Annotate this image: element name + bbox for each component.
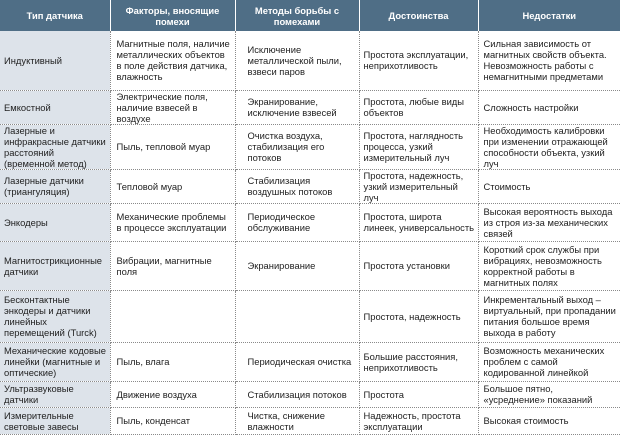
disadvantages-cell: Возможность механических проблем с самой кодированной линейкой [478, 342, 620, 381]
table-row [0, 169, 620, 203]
sensor-type-cell: Бесконтактные энкодеры и датчики линейных перемещений (Turck) [0, 290, 110, 342]
table-row [0, 290, 620, 342]
sensor-type-cell: Лазерные и инфракрасные датчики расстояний (временной метод) [0, 124, 110, 169]
factors-cell: Движение воздуха [110, 381, 235, 407]
disadvantages-cell: Необходимость калибровки при изменении отражающей способности объекта, узкий луч [478, 124, 620, 169]
methods-cell: Стабилизация потоков [235, 381, 359, 407]
advantages-cell: Простота, надежность, узкий измерительный луч [359, 169, 478, 203]
methods-cell [235, 290, 359, 342]
advantages-cell: Простота [359, 381, 478, 407]
disadvantages-cell: Высокая стоимость [478, 407, 620, 434]
header-disadvantages: Недостатки [478, 0, 620, 31]
table-row [0, 31, 620, 90]
methods-cell: Периодическое обслуживание [235, 203, 359, 241]
sensor-type-cell: Магнитострикционные датчики [0, 241, 110, 290]
factors-cell [110, 290, 235, 342]
table-row [0, 124, 620, 169]
methods-cell: Периодическая очистка [235, 342, 359, 381]
table-row [0, 203, 620, 241]
factors-cell: Магнитные поля, наличие металлических объектов в поле действия датчика, влажность [110, 31, 235, 90]
advantages-cell: Простота эксплуатации, неприхотливость [359, 31, 478, 90]
methods-cell: Экранирование [235, 241, 359, 290]
factors-cell: Вибрации, магнитные поля [110, 241, 235, 290]
header-interference-factors: Факторы, вносящие помехи [110, 0, 235, 31]
factors-cell: Пыль, влага [110, 342, 235, 381]
header-interference-methods: Методы борьбы с помехами [235, 0, 359, 31]
advantages-cell: Простота, наглядность процесса, узкий измерительный луч [359, 124, 478, 169]
advantages-cell: Надежность, простота эксплуатации [359, 407, 478, 434]
disadvantages-cell: Инкрементальный выход – виртуальный, при пропадании питания большое время выхода в работу [478, 290, 620, 342]
methods-cell: Чистка, снижение влажности [235, 407, 359, 434]
table-row [0, 407, 620, 434]
sensor-type-cell: Энкодеры [0, 203, 110, 241]
disadvantages-cell: Большое пятно, «усреднение» показаний [478, 381, 620, 407]
factors-cell: Пыль, тепловой муар [110, 124, 235, 169]
methods-cell: Очистка воздуха, стабилизация его потоков [235, 124, 359, 169]
table-row [0, 381, 620, 407]
factors-cell: Пыль, конденсат [110, 407, 235, 434]
sensor-type-cell: Индуктивный [0, 31, 110, 90]
advantages-cell: Простота, широта линеек, универсальность [359, 203, 478, 241]
factors-cell: Тепловой муар [110, 169, 235, 203]
table-row [0, 90, 620, 124]
methods-cell: Исключение металлической пыли, взвеси паров [235, 31, 359, 90]
sensor-type-cell: Емкостной [0, 90, 110, 124]
sensor-type-cell: Ультразвуковые датчики [0, 381, 110, 407]
disadvantages-cell: Стоимость [478, 169, 620, 203]
advantages-cell: Большие расстояния, неприхотливость [359, 342, 478, 381]
disadvantages-cell: Высокая вероятность выхода из строя из-за механических связей [478, 203, 620, 241]
header-advantages: Достоинства [359, 0, 478, 31]
advantages-cell: Простота, надежность [359, 290, 478, 342]
header-sensor-type: Тип датчика [0, 0, 110, 31]
disadvantages-cell: Сильная зависимость от магнитных свойств объекта. Невозможность работы с немагнитными предметами [478, 31, 620, 90]
methods-cell: Экранирование, исключение взвесей [235, 90, 359, 124]
sensor-type-cell: Измерительные световые завесы [0, 407, 110, 434]
table-row [0, 342, 620, 381]
table-row [0, 241, 620, 290]
advantages-cell: Простота, любые виды объектов [359, 90, 478, 124]
sensor-type-cell: Механические кодовые линейки (магнитные и оптические) [0, 342, 110, 381]
disadvantages-cell: Короткий срок службы при вибрациях, невозможность корректной работы в магнитных полях [478, 241, 620, 290]
factors-cell: Механические проблемы в процессе эксплуатации [110, 203, 235, 241]
disadvantages-cell: Сложность настройки [478, 90, 620, 124]
factors-cell: Электрические поля, наличие взвесей в воздухе [110, 90, 235, 124]
header-row [0, 0, 620, 31]
methods-cell: Стабилизация воздушных потоков [235, 169, 359, 203]
sensor-type-cell: Лазерные датчики (триангуляция) [0, 169, 110, 203]
advantages-cell: Простота установки [359, 241, 478, 290]
